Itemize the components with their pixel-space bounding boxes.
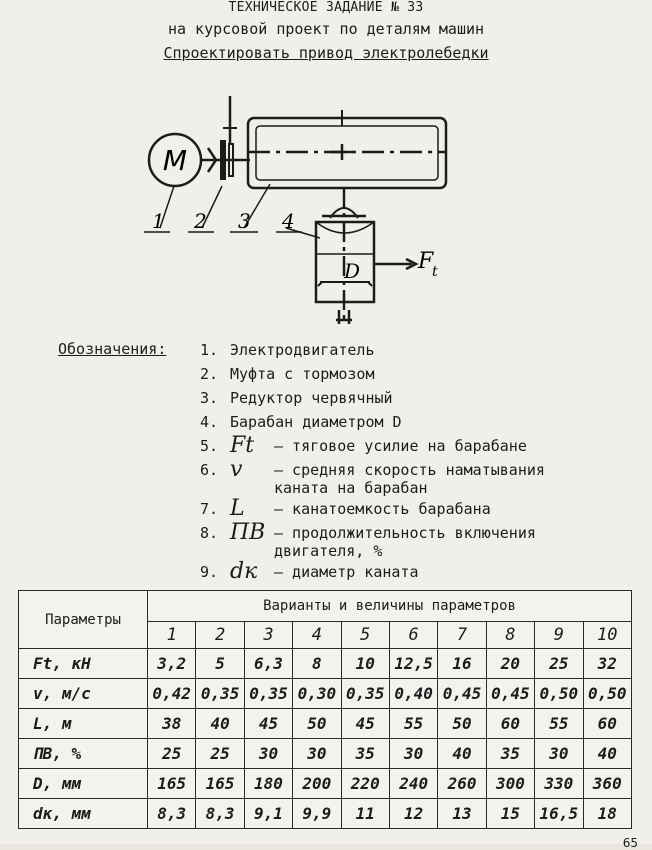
table-row	[19, 709, 632, 739]
table-cell: 165	[196, 769, 244, 799]
table-cell: 0,35	[341, 679, 389, 709]
legend-item	[200, 497, 640, 521]
table-cell: 0,50	[535, 679, 583, 709]
variant-number: 2	[196, 622, 244, 649]
table-cell: 9,1	[244, 799, 292, 829]
variant-number: 6	[389, 622, 437, 649]
drive-scheme-diagram	[130, 88, 460, 328]
table-cell: 5	[196, 649, 244, 679]
callout-1: 1	[152, 209, 165, 233]
table-cell: 200	[293, 769, 341, 799]
table-cell: 3,2	[148, 649, 196, 679]
table-cell: 20	[486, 649, 534, 679]
variant-number: 10	[583, 622, 631, 649]
callout-3: 3	[238, 209, 251, 233]
table-cell: 55	[389, 709, 437, 739]
legend-item-text: – средняя скорость наматывания каната на барабан	[274, 461, 545, 497]
legend-item-number: 9.	[200, 563, 219, 581]
legend-item	[200, 521, 640, 560]
document-title: ТЕХНИЧЕСКОЕ ЗАДАНИЕ № 33	[228, 0, 424, 15]
table-cell: 30	[389, 739, 437, 769]
variant-number: 3	[244, 622, 292, 649]
force-subscript: t	[432, 264, 438, 280]
legend-item-symbol: v	[230, 457, 243, 482]
param-name-cell: ПВ, %	[19, 739, 148, 769]
table-cell: 360	[583, 769, 631, 799]
legend-item-symbol: Ft	[230, 433, 255, 458]
table-cell: 12,5	[389, 649, 437, 679]
table-cell: 30	[535, 739, 583, 769]
table-cell: 0,45	[438, 679, 486, 709]
table-cell: 8	[293, 649, 341, 679]
table-cell: 25	[148, 739, 196, 769]
table-cell: 45	[341, 709, 389, 739]
table-cell: 0,42	[148, 679, 196, 709]
legend-item-text: Электродвигатель	[230, 341, 375, 359]
param-name-cell: dк, мм	[19, 799, 148, 829]
legend-item-text: – тяговое усилие на барабане	[274, 437, 527, 455]
table-row	[19, 649, 632, 679]
param-name-cell: D, мм	[19, 769, 148, 799]
table-cell: 45	[244, 709, 292, 739]
legend-item-text: – канатоемкость барабана	[274, 500, 491, 518]
table-cell: 0,50	[583, 679, 631, 709]
table-cell: 11	[341, 799, 389, 829]
legend-list	[200, 338, 640, 584]
legend-item-text: Муфта с тормозом	[230, 365, 375, 383]
table-cell: 16	[438, 649, 486, 679]
table-row	[19, 769, 632, 799]
motor-label: M	[162, 144, 188, 177]
table-cell: 8,3	[196, 799, 244, 829]
table-cell: 32	[583, 649, 631, 679]
callout-4: 4	[282, 209, 295, 233]
table-cell: 0,30	[293, 679, 341, 709]
table-cell: 55	[535, 709, 583, 739]
force-label: F	[418, 249, 434, 274]
callout-2: 2	[194, 209, 207, 233]
table-cell: 60	[486, 709, 534, 739]
table-cell: 40	[196, 709, 244, 739]
table-cell: 9,9	[293, 799, 341, 829]
legend-title: Обозначения:	[58, 340, 167, 358]
variants-header: Варианты и величины параметров	[148, 591, 632, 622]
table-cell: 260	[438, 769, 486, 799]
table-cell: 35	[486, 739, 534, 769]
task-statement: Спроектировать привод электролебедки	[163, 44, 489, 62]
table-cell: 40	[438, 739, 486, 769]
table-cell: 10	[341, 649, 389, 679]
table-cell: 0,35	[196, 679, 244, 709]
legend-item-text: Барабан диаметром D	[230, 413, 402, 431]
table-cell: 300	[486, 769, 534, 799]
table-cell: 6,3	[244, 649, 292, 679]
page-number: 65	[622, 836, 638, 850]
table-cell: 220	[341, 769, 389, 799]
table-cell: 25	[196, 739, 244, 769]
table-cell: 30	[244, 739, 292, 769]
table-row	[19, 799, 632, 829]
variant-number: 1	[148, 622, 196, 649]
table-row	[19, 739, 632, 769]
table-cell: 8,3	[148, 799, 196, 829]
table-cell: 40	[583, 739, 631, 769]
table-cell: 16,5	[535, 799, 583, 829]
legend-item	[200, 560, 640, 584]
legend-item-symbol: L	[230, 496, 245, 521]
legend-item-number: 7.	[200, 500, 219, 518]
table-cell: 30	[293, 739, 341, 769]
table-row	[19, 679, 632, 709]
legend-item	[200, 410, 640, 434]
legend-item	[200, 458, 640, 497]
variant-number: 5	[341, 622, 389, 649]
variant-number: 7	[438, 622, 486, 649]
table-cell: 25	[535, 649, 583, 679]
table-cell: 0,35	[244, 679, 292, 709]
param-name-cell: L, м	[19, 709, 148, 739]
legend-item-number: 8.	[200, 524, 219, 542]
legend-item-number: 5.	[200, 437, 219, 455]
table-cell: 240	[389, 769, 437, 799]
table-cell: 35	[341, 739, 389, 769]
table-cell: 60	[583, 709, 631, 739]
legend-item-number: 1.	[200, 341, 219, 359]
legend-item-number: 4.	[200, 413, 219, 431]
document-subtitle: на курсовой проект по деталям машин	[167, 20, 485, 38]
param-name-cell: v, м/с	[19, 679, 148, 709]
table-cell: 38	[148, 709, 196, 739]
table-cell: 0,40	[389, 679, 437, 709]
table-cell: 15	[486, 799, 534, 829]
legend-item	[200, 338, 640, 362]
param-name-cell: Ft, кН	[19, 649, 148, 679]
table-cell: 13	[438, 799, 486, 829]
legend-item-symbol: ПВ	[230, 520, 266, 545]
variant-number: 9	[535, 622, 583, 649]
legend-item-number: 2.	[200, 365, 219, 383]
legend-item-symbol: dк	[230, 559, 258, 584]
table-cell: 12	[389, 799, 437, 829]
legend-item-text: Редуктор червячный	[230, 389, 393, 407]
diameter-label: D	[343, 259, 361, 283]
param-column-header: Параметры	[19, 591, 148, 649]
table-cell: 18	[583, 799, 631, 829]
legend-item-text: – продолжительность включения двигателя, %	[274, 524, 536, 560]
table-cell: 50	[438, 709, 486, 739]
legend-item	[200, 362, 640, 386]
legend-item-number: 6.	[200, 461, 219, 479]
variant-number: 4	[293, 622, 341, 649]
legend-item	[200, 386, 640, 410]
legend-item-number: 3.	[200, 389, 219, 407]
legend-item	[200, 434, 640, 458]
table-cell: 180	[244, 769, 292, 799]
table-cell: 50	[293, 709, 341, 739]
table-cell: 0,45	[486, 679, 534, 709]
legend-item-text: – диаметр каната	[274, 563, 419, 581]
table-cell: 330	[535, 769, 583, 799]
variant-number: 8	[486, 622, 534, 649]
parameters-table	[18, 590, 632, 829]
table-cell: 165	[148, 769, 196, 799]
